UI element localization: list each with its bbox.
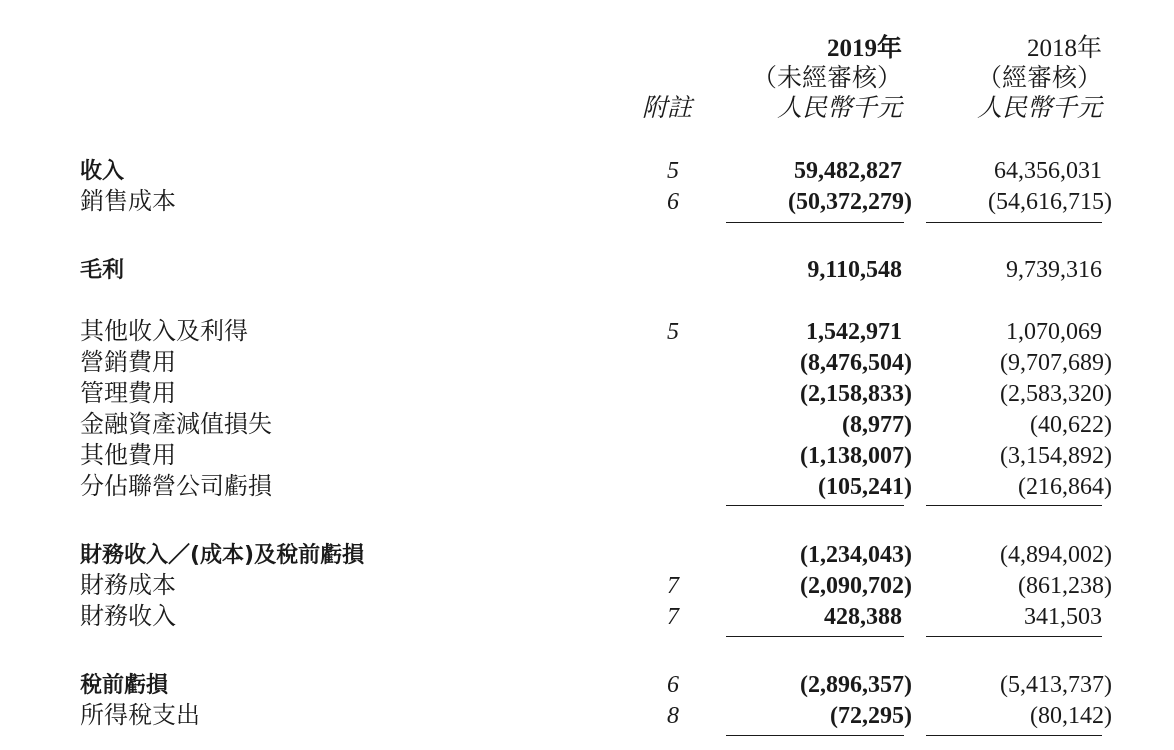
status-2019: （未經審核） [751,65,902,92]
value-2019: (105,241) [818,474,912,500]
subtotal-rule [926,505,1102,506]
value-2018: 341,503 [1024,604,1102,630]
value-2018: 64,356,031 [994,158,1102,184]
row-label: 其他費用 [80,443,176,469]
value-2019: (8,977) [842,412,912,438]
table-row [0,317,1174,348]
row-label: 銷售成本 [80,189,176,215]
value-2018: (3,154,892) [1000,443,1112,469]
unit-2018: 人民幣千元 [976,95,1102,122]
note-column-header: 附註 [642,95,693,122]
table-row [0,348,1174,379]
subtotal-rule [726,222,904,223]
column-header-2018 [977,34,1102,124]
subtotal-rule [726,636,904,637]
value-2018: (2,583,320) [1000,381,1112,407]
table-row [0,187,1174,218]
table-row [0,540,1174,571]
row-note: 6 [667,189,679,215]
value-2018: (4,894,002) [1000,542,1112,568]
table-row [0,602,1174,633]
value-2018: (861,238) [1018,573,1112,599]
subtotal-rule [726,735,904,736]
value-2019: (2,896,357) [800,672,912,698]
year-2018: 2018年 [1026,35,1102,62]
subtotal-rule [926,636,1102,637]
value-2018: (216,864) [1018,474,1112,500]
value-2018: 9,739,316 [1006,257,1102,283]
value-2019: 9,110,548 [807,257,902,283]
value-2019: (2,158,833) [800,381,912,407]
value-2019: (72,295) [830,703,912,729]
row-label: 收入 [80,159,125,184]
subtotal-rule [926,735,1102,736]
row-label: 財務收入 [80,604,176,630]
subtotal-rule [726,505,904,506]
row-label: 毛利 [80,258,125,283]
row-label: 稅前虧損 [80,673,169,698]
row-note: 5 [667,158,679,184]
value-2019: 1,542,971 [806,319,902,345]
column-header-2019 [752,34,902,124]
value-2018: (5,413,737) [1000,672,1112,698]
row-note: 7 [667,573,679,599]
value-2019: (1,234,043) [800,542,912,568]
table-row [0,255,1174,286]
status-2018: （經審核） [976,65,1102,92]
row-label: 財務成本 [80,573,176,599]
table-row [0,441,1174,472]
value-2018: (54,616,715) [988,189,1112,215]
value-2018: (9,707,689) [1000,350,1112,376]
value-2019: (50,372,279) [788,189,912,215]
year-2019: 2019年 [826,35,902,62]
table-row [0,670,1174,701]
row-label: 營銷費用 [80,350,176,376]
table-row [0,571,1174,602]
value-2019: 59,482,827 [794,158,902,184]
value-2018: (80,142) [1030,703,1112,729]
row-note: 8 [667,703,679,729]
table-row [0,156,1174,187]
value-2019: (8,476,504) [800,350,912,376]
unit-2019: 人民幣千元 [776,95,902,122]
value-2019: (1,138,007) [800,443,912,469]
row-label: 所得稅支出 [80,703,200,729]
table-row [0,472,1174,503]
table-row [0,379,1174,410]
table-row [0,701,1174,732]
row-note: 5 [667,319,679,345]
value-2018: 1,070,069 [1006,319,1102,345]
row-label: 財務收入／(成本)及稅前虧損 [80,543,365,568]
table-row [0,410,1174,441]
subtotal-rule [926,222,1102,223]
value-2019: (2,090,702) [800,573,912,599]
row-label: 分佔聯營公司虧損 [80,474,272,500]
row-label: 金融資產減值損失 [80,412,272,438]
row-note: 6 [667,672,679,698]
row-label: 管理費用 [80,381,176,407]
row-label: 其他收入及利得 [80,319,248,345]
row-note: 7 [667,604,679,630]
value-2019: 428,388 [824,604,902,630]
value-2018: (40,622) [1030,412,1112,438]
